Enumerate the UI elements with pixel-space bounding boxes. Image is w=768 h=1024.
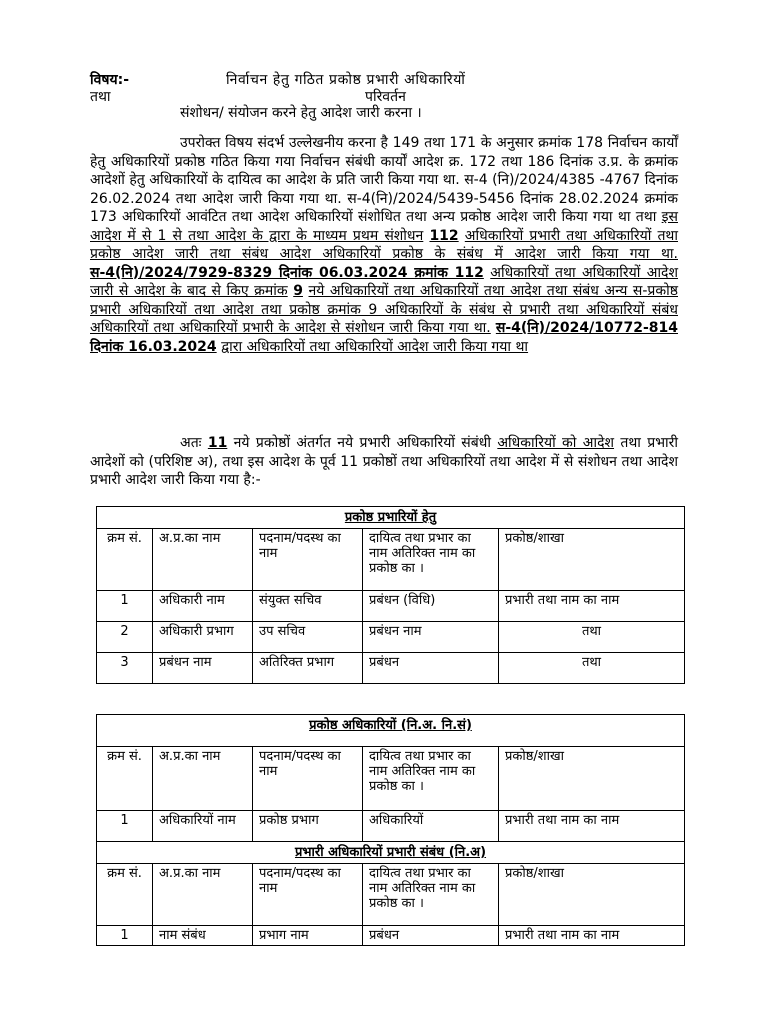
table-cell: प्रबंधन xyxy=(363,653,499,684)
table-row xyxy=(97,622,685,653)
table-cell: 1 xyxy=(97,926,153,946)
para2-text-b: 11 xyxy=(207,435,228,451)
table-cell: प्रबंधन xyxy=(363,926,499,946)
table-header-row xyxy=(97,864,685,926)
table-row xyxy=(97,811,685,842)
table-subtitle: प्रभारी अधिकारियों प्रभारी संबंध (नि.अ) xyxy=(97,842,685,864)
header-cell: दायित्व तथा प्रभार का नाम अतिरिक्त नाम का प्रकोष्ठ का । xyxy=(363,747,499,811)
table-subtitle-row xyxy=(97,842,685,864)
officer-table-1 xyxy=(96,506,685,684)
table-title-row xyxy=(97,715,685,747)
header-cell: क्रम सं. xyxy=(97,529,153,591)
header-cell: दायित्व तथा प्रभार का नाम अतिरिक्त नाम का प्रकोष्ठ का । xyxy=(363,864,499,926)
para2-text-e: तथा प्रभारी आदेशों को (परिशिष्ट अ), तथा इस आदेश के पूर्व 11 प्रकोष्ठों तथा अधिकारियों तथा आदेश में से संशोधन तथा आदेश प्रभारी आदेश जारी किया गया है:- xyxy=(90,435,679,488)
para2-text-d: अधिकारियों को आदेश xyxy=(497,435,615,451)
paragraph-2 xyxy=(90,434,678,490)
subject-line-2: तथा xyxy=(90,89,111,105)
para1-text-h: नये अधिकारियों तथा अधिकारियों तथा आदेश तथा संबंध अन्य स-प्रकोष्ठ प्रभारी अधिकारियों तथा आदेश तथा प्रकोष्ठ क्रमांक 9 अधिकारियों के संबंध से प्रभारी तथा अधिकारियों संबंध अधिकारियों तथा अधिकारियों प्रभारी के आदेश से संशोधन जारी किया गया था. xyxy=(90,283,678,336)
para2-text-c: नये प्रकोष्ठों अंतर्गत नये प्रभारी अधिकारियों संबंधी xyxy=(233,435,491,451)
table-cell: अधिकारियों नाम xyxy=(153,811,253,842)
table-cell: प्रभारी तथा नाम का नाम xyxy=(499,926,685,946)
para1-text-a: उपरोक्त विषय संदर्भ उल्लेखनीय करना है 149 तथा 171 के अनुसार क्रमांक 178 निर्वाचन कार्यों हेतु अधिकारियों प्रकोष्ठ गठित किया गया निर्वाचन संबंधी कार्यों आदेश क्र. 172 तथा 186 दिनांक उ.प्र. के क्रमांक आदेशों हेतु अधिकारियों के दायित्व का आदेश के प्रति जारी किया गया था. स-4 (नि)/2024/4385 -4767 दिनांक 26.02.2024 तथा आदेश जारी किया गया था. स-4(नि)/2024/5439-5456 दिनांक 28.02.2024 क्रमांक 173 अधिकारियों आवंटित तथा आदेश अधिकारियों संशोधित तथा अन्य प्रकोष्ठ आदेश जारी किया गया था तथा xyxy=(90,135,678,225)
table-cell: प्रभाग नाम xyxy=(253,926,363,946)
table-cell: 2 xyxy=(97,622,153,653)
paragraph-1 xyxy=(90,134,678,356)
table-cell: तथा xyxy=(499,653,685,684)
officer-table-2 xyxy=(96,714,685,946)
table-title: प्रकोष्ठ प्रभारियों हेतु xyxy=(97,507,685,529)
header-cell: क्रम सं. xyxy=(97,864,153,926)
header-cell: प्रकोष्ठ/शाखा xyxy=(499,864,685,926)
subject-block xyxy=(90,72,680,121)
header-cell: प्रकोष्ठ/शाखा xyxy=(499,529,685,591)
para1-text-c: 112 xyxy=(429,227,459,244)
header-cell: क्रम सं. xyxy=(97,747,153,811)
header-cell: पदनाम/पदस्थ का नाम xyxy=(253,529,363,591)
header-cell: पदनाम/पदस्थ का नाम xyxy=(253,747,363,811)
table-row xyxy=(97,926,685,946)
table-cell: संयुक्त सचिव xyxy=(253,591,363,622)
para1-text-d: अधिकारियों प्रभारी तथा अधिकारियों तथा प्रकोष्ठ आदेश जारी तथा संबंध आदेश अधिकारियों प्रकोष्ठ के संबंध में आदेश जारी किया गया था. xyxy=(90,227,678,262)
table-cell: प्रबंधन नाम xyxy=(153,653,253,684)
table-title: प्रकोष्ठ अधिकारियों (नि.अ. नि.सं) xyxy=(97,715,685,747)
table-cell: उप सचिव xyxy=(253,622,363,653)
para1-text-b: इस आदेश में से 1 से तथा आदेश के द्वारा के माध्यम प्रथम संशोधन xyxy=(90,209,678,244)
subject-label: विषय:- xyxy=(90,72,130,88)
para1-text-i: स-4(नि)/2024/10772-814 दिनांक 16.03.2024 xyxy=(90,320,678,355)
subject-line-3: संशोधन/ संयोजन करने हेतु आदेश जारी करना । xyxy=(180,105,422,121)
table-cell: प्रकोष्ठ प्रभाग xyxy=(253,811,363,842)
header-cell: अ.प्र.का नाम xyxy=(153,747,253,811)
para1-text-e: स-4(नि)/2024/7929-8329 दिनांक 06.03.2024 क्रमांक 112 xyxy=(90,264,484,281)
header-cell: अ.प्र.का नाम xyxy=(153,529,253,591)
header-cell: प्रकोष्ठ/शाखा xyxy=(499,747,685,811)
table-cell: 1 xyxy=(97,811,153,842)
table-cell: अधिकारी प्रभाग xyxy=(153,622,253,653)
table-title-row xyxy=(97,507,685,529)
table-header-row xyxy=(97,747,685,811)
para1-text-f: अधिकारियों तथा अधिकारियों आदेश जारी से आदेश के बाद से किए क्रमांक xyxy=(90,264,679,299)
table-cell: अतिरिक्त प्रभाग xyxy=(253,653,363,684)
table-cell: प्रभारी तथा नाम का नाम xyxy=(499,811,685,842)
table-cell: 3 xyxy=(97,653,153,684)
table-row xyxy=(97,653,685,684)
table-cell: प्रबंधन नाम xyxy=(363,622,499,653)
subject-line-1: निर्वाचन हेतु गठित प्रकोष्ठ प्रभारी अधिकारियों xyxy=(226,72,466,88)
table-header-row xyxy=(97,529,685,591)
para2-text-a: अतः xyxy=(180,435,202,451)
para1-text-g: 9 xyxy=(293,283,303,299)
subject-line-1-end: परिवर्तन xyxy=(365,89,406,105)
para1-text-j: द्वारा अधिकारियों तथा अधिकारियों आदेश जारी किया गया था xyxy=(221,338,529,355)
table-cell: 1 xyxy=(97,591,153,622)
table-cell: अधिकारियों xyxy=(363,811,499,842)
header-cell: पदनाम/पदस्थ का नाम xyxy=(253,864,363,926)
table-cell: प्रबंधन (विधि) xyxy=(363,591,499,622)
table-row xyxy=(97,591,685,622)
header-cell: अ.प्र.का नाम xyxy=(153,864,253,926)
header-cell: दायित्व तथा प्रभार का नाम अतिरिक्त नाम का प्रकोष्ठ का । xyxy=(363,529,499,591)
table-cell: अधिकारी नाम xyxy=(153,591,253,622)
table-cell: तथा xyxy=(499,622,685,653)
table-cell: नाम संबंध xyxy=(153,926,253,946)
table-cell: प्रभारी तथा नाम का नाम xyxy=(499,591,685,622)
